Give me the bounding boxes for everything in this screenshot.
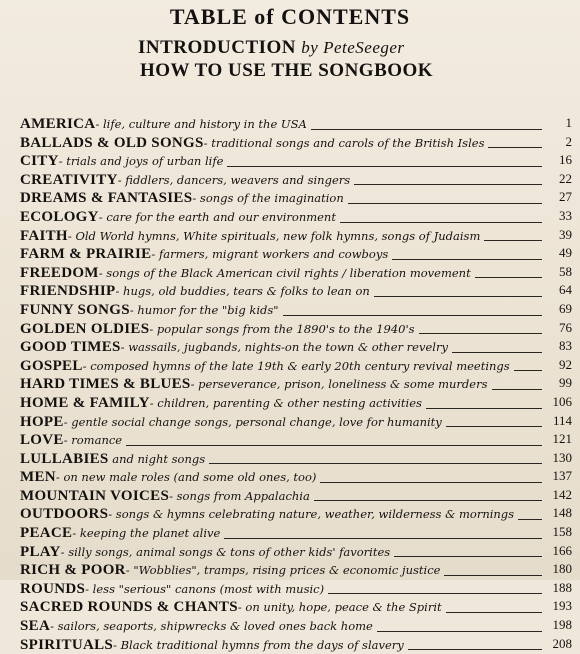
leader-rule <box>283 315 542 316</box>
entry-topic: HARD TIMES & BLUES <box>20 376 191 393</box>
entry-text <box>20 132 484 151</box>
entry-topic: CREATIVITY <box>20 171 118 188</box>
contents-entry <box>20 635 572 654</box>
leader-rule <box>408 649 542 650</box>
entry-topic: AMERICA <box>20 116 96 132</box>
entry-description: - "Wobblies", tramps, rising prices & economic justice <box>125 563 441 578</box>
entry-page-number: 121 <box>552 431 572 447</box>
entry-description: - composed hymns of the late 19th & early 20th century revival meetings <box>82 358 510 373</box>
entry-description: - perseverance, prison, loneliness & some murders <box>190 377 488 392</box>
entry-page-number: 106 <box>552 393 572 409</box>
entry-description: - sailors, seaports, shipwrecks & loved ones back home <box>50 619 373 634</box>
contents-entry <box>20 319 572 338</box>
entry-topic: MOUNTAIN VOICES <box>20 487 170 504</box>
entry-topic: LULLABIES <box>20 450 109 467</box>
leader-rule <box>354 184 542 185</box>
introduction-heading <box>138 37 405 59</box>
entry-topic: DREAMS & FANTASIES <box>20 190 193 207</box>
entry-text <box>20 522 220 541</box>
introduction-author: by PeteSeeger <box>301 38 405 57</box>
contents-entry <box>20 151 572 170</box>
entry-text <box>20 634 404 653</box>
entry-description: - life, culture and history in the USA <box>95 117 307 131</box>
entry-topic: CITY <box>20 153 59 170</box>
entry-description: - farmers, migrant workers and cowboys <box>151 247 389 262</box>
leader-rule <box>518 519 542 520</box>
entry-text <box>20 411 442 430</box>
entry-text <box>20 318 415 337</box>
contents-entry <box>20 337 572 356</box>
leader-rule <box>394 556 542 557</box>
entry-text <box>20 355 510 374</box>
entry-page-number: 1 <box>565 115 572 130</box>
entry-description: - wassails, jugbands, nights-on the town & other revelry <box>120 340 448 355</box>
entry-topic: GOLDEN OLDIES <box>20 320 150 337</box>
entry-text <box>20 113 307 132</box>
entry-text <box>20 299 279 318</box>
entry-text <box>20 485 310 504</box>
entry-description: - Black traditional hymns from the days of slavery <box>113 637 404 652</box>
entry-description: - romance <box>63 433 123 448</box>
contents-entry <box>20 542 572 561</box>
introduction-label: INTRODUCTION <box>138 37 297 58</box>
contents-entry <box>20 226 572 245</box>
entry-text <box>20 615 373 634</box>
entry-text <box>20 466 316 485</box>
entry-topic: MEN <box>20 469 56 486</box>
entry-description: - songs from Appalachia <box>169 488 310 503</box>
entry-page-number: 137 <box>552 468 572 484</box>
entry-topic: FRIENDSHIP <box>20 283 116 300</box>
entry-description: - on unity, hope, peace & the Spirit <box>237 600 442 615</box>
entry-description: - songs & hymns celebrating nature, weather, wilderness & mornings <box>108 507 515 522</box>
leader-rule <box>484 240 542 241</box>
leader-rule <box>126 445 542 446</box>
contents-entry <box>20 133 572 152</box>
leader-rule <box>392 259 542 260</box>
entry-topic: FUNNY SONGS <box>20 301 130 318</box>
entry-description: - care for the earth and our environment <box>98 209 336 224</box>
leader-rule <box>492 389 542 390</box>
contents-entry <box>20 486 572 505</box>
leader-rule <box>374 296 542 297</box>
entry-topic: PLAY <box>20 543 61 560</box>
entry-page-number: 198 <box>552 617 572 633</box>
entry-text <box>20 448 205 467</box>
entry-text <box>20 373 488 392</box>
entry-page-number: 33 <box>559 207 572 223</box>
entry-page-number: 208 <box>552 635 572 651</box>
entry-page-number: 27 <box>559 189 572 205</box>
entry-text <box>20 559 440 578</box>
contents-entry <box>20 523 572 542</box>
contents-entry <box>20 356 572 375</box>
entry-description: - hugs, old buddies, tears & folks to lean on <box>115 284 370 299</box>
entry-text <box>20 578 324 597</box>
entry-page-number: 69 <box>559 300 572 316</box>
entry-page-number: 188 <box>552 579 572 595</box>
entry-description: - silly songs, animal songs & tons of other kids' favorites <box>60 544 391 559</box>
entry-page-number: 22 <box>559 170 572 186</box>
contents-entry <box>20 207 572 226</box>
leader-rule <box>311 129 542 130</box>
leader-rule <box>320 482 542 483</box>
entry-description: - children, parenting & other nesting activities <box>149 395 422 410</box>
entry-text <box>20 187 344 206</box>
entry-topic: SEA <box>20 618 51 635</box>
page-title: TABLE of CONTENTS <box>169 4 411 29</box>
entry-description: - gentle social change songs, personal change, love for humanity <box>63 414 442 429</box>
contents-entry <box>20 281 572 300</box>
contents-entry <box>20 393 572 412</box>
entry-page-number: 92 <box>559 356 572 372</box>
entry-page-number: 76 <box>559 319 572 335</box>
leader-rule <box>314 500 542 501</box>
entry-description: - on new male roles (and some old ones, too) <box>55 470 317 485</box>
leader-rule <box>444 575 542 576</box>
entry-text <box>20 429 122 448</box>
entry-page-number: 2 <box>565 133 572 149</box>
entry-topic: FREEDOM <box>20 264 99 281</box>
entry-page-number: 166 <box>552 542 572 558</box>
entry-page-number: 64 <box>559 282 572 298</box>
entry-description: - popular songs from the 1890's to the 1940's <box>149 321 415 336</box>
entry-page-number: 58 <box>559 263 572 279</box>
contents-entry <box>20 467 572 486</box>
contents-entry <box>20 449 572 468</box>
leader-rule <box>224 538 542 539</box>
entry-topic: OUTDOORS <box>20 506 109 523</box>
contents-entry <box>20 597 572 616</box>
entry-text <box>20 169 350 188</box>
entry-description: - Old World hymns, White spirituals, new folk hymns, songs of Judaism <box>67 228 481 243</box>
contents-entry <box>20 616 572 635</box>
entry-text <box>20 596 442 615</box>
entry-text <box>20 206 336 225</box>
entry-page-number: 39 <box>559 226 572 242</box>
leader-rule <box>340 222 542 223</box>
entry-topic: FARM & PRAIRIE <box>20 246 152 263</box>
leader-rule <box>488 147 542 148</box>
entry-page-number: 49 <box>559 245 572 261</box>
entry-topic: ECOLOGY <box>20 208 99 225</box>
entry-text <box>20 243 388 262</box>
entry-topic: GOOD TIMES <box>20 339 121 356</box>
contents-entry <box>20 504 572 523</box>
leader-rule <box>514 370 542 371</box>
entry-page-number: 130 <box>552 449 572 465</box>
entry-page-number: 83 <box>559 338 572 354</box>
entry-description: - trials and joys of urban life <box>58 154 224 169</box>
entry-topic: ROUNDS <box>20 580 86 597</box>
entry-description: - keeping the planet alive <box>72 526 221 541</box>
contents-entry <box>20 170 572 189</box>
leader-rule <box>475 277 542 278</box>
entry-text <box>20 280 370 299</box>
contents-entry <box>20 244 572 263</box>
entry-text <box>20 541 390 560</box>
leader-rule <box>426 408 542 409</box>
entry-text <box>20 225 480 244</box>
leader-rule <box>348 203 542 204</box>
leader-rule <box>328 593 542 594</box>
contents-entry <box>20 412 572 431</box>
leader-rule <box>377 631 542 632</box>
entry-description: - fiddlers, dancers, weavers and singers <box>117 172 351 187</box>
leader-rule <box>446 612 542 613</box>
entry-page-number: 180 <box>552 561 572 577</box>
leader-rule <box>446 426 542 427</box>
entry-topic: SACRED ROUNDS & CHANTS <box>20 599 238 616</box>
entry-description: - humor for the "big kids" <box>129 302 279 317</box>
entry-text <box>20 262 471 281</box>
entry-topic: GOSPEL <box>20 357 83 374</box>
entry-page-number: 158 <box>552 524 572 540</box>
contents-entry <box>20 579 572 598</box>
entry-text <box>20 150 223 169</box>
entry-topic: LOVE <box>20 432 64 449</box>
entry-page-number: 99 <box>559 375 572 391</box>
entry-text <box>20 336 448 355</box>
entry-description: - less "serious" canons (most with music) <box>85 581 325 596</box>
contents-entry <box>20 300 572 319</box>
leader-rule <box>227 166 542 167</box>
entry-page-number: 193 <box>552 598 572 614</box>
how-to-use-heading: HOW TO USE THE SONGBOOK <box>140 60 434 81</box>
entry-topic: PEACE <box>20 525 73 542</box>
entry-description: - songs of the imagination <box>192 191 344 206</box>
leader-rule <box>419 333 542 334</box>
entry-page-number: 16 <box>559 152 572 168</box>
contents-entry <box>20 188 572 207</box>
entry-description: - songs of the Black American civil rights / liberation movement <box>98 265 471 280</box>
entry-topic: HOPE <box>20 413 64 430</box>
entry-page-number: 114 <box>552 412 572 428</box>
entry-topic: RICH & POOR <box>20 562 126 579</box>
entry-text <box>20 503 514 522</box>
contents-list <box>20 114 572 653</box>
leader-rule <box>452 352 542 353</box>
contents-entry <box>20 114 572 133</box>
contents-entry <box>20 560 572 579</box>
entry-description: and night songs <box>108 451 206 466</box>
leader-rule <box>209 463 542 464</box>
contents-entry <box>20 374 572 393</box>
entry-topic: BALLADS & OLD SONGS <box>20 134 204 151</box>
entry-topic: HOME & FAMILY <box>20 394 150 411</box>
entry-page-number: 148 <box>552 505 572 521</box>
contents-entry <box>20 263 572 282</box>
contents-entry <box>20 430 572 449</box>
entry-description: - traditional songs and carols of the British Isles <box>203 135 485 150</box>
entry-topic: FAITH <box>20 227 68 244</box>
entry-page-number: 142 <box>552 486 572 502</box>
entry-topic: SPIRITUALS <box>20 636 114 653</box>
entry-text <box>20 392 422 411</box>
